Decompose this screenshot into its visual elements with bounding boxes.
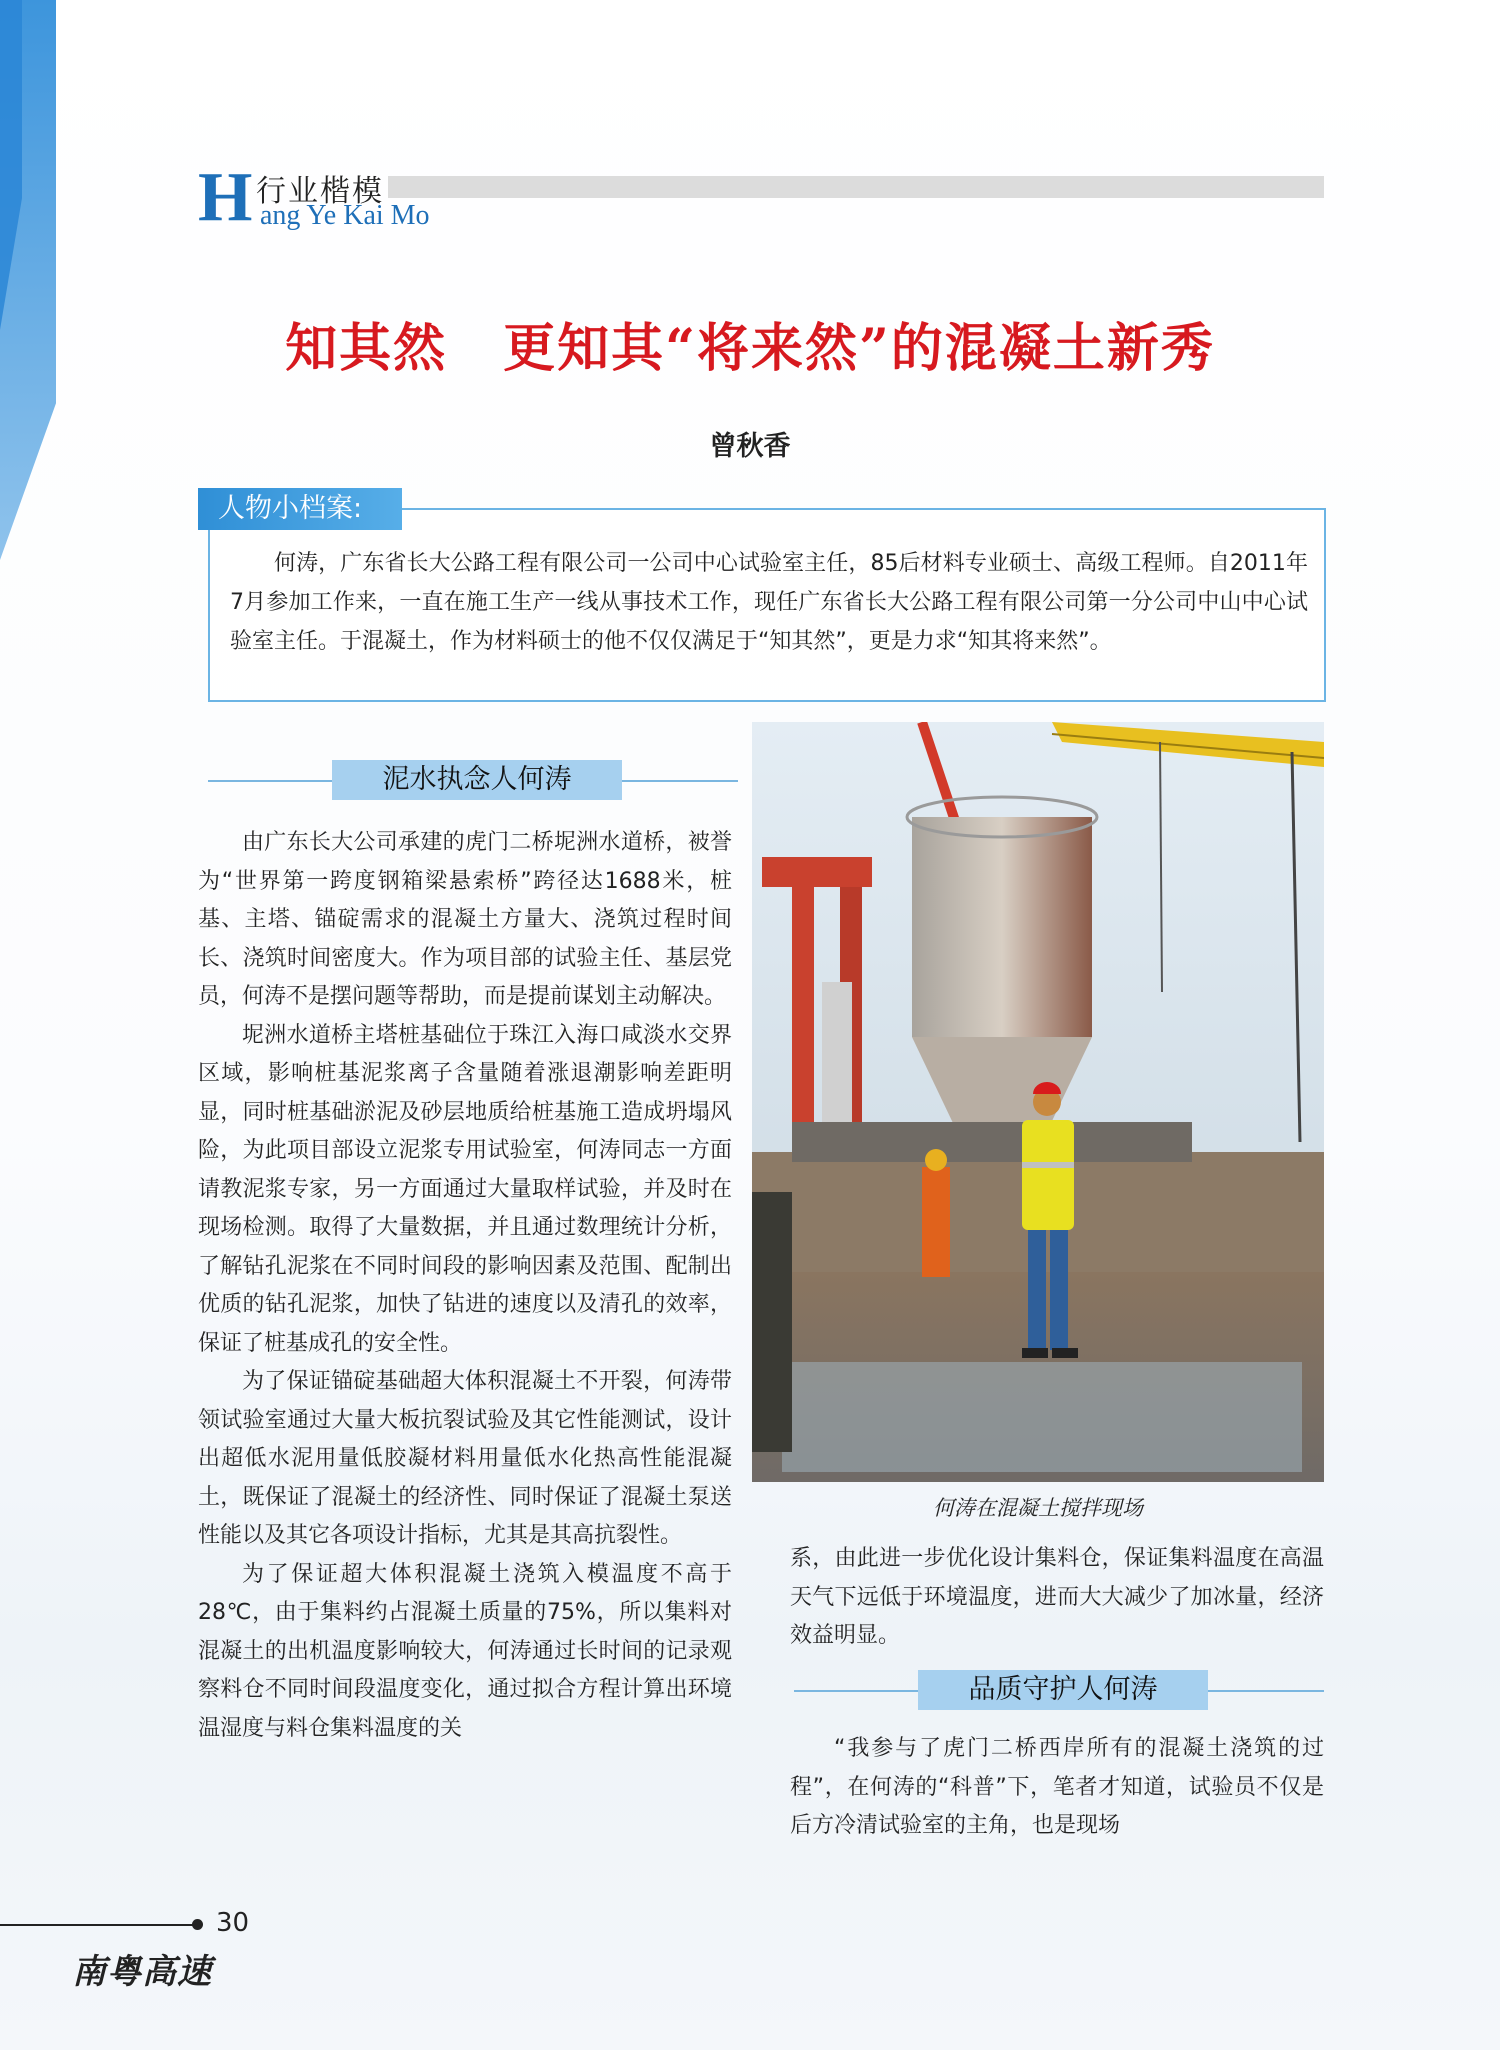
body-paragraph: 为了保证超大体积混凝土浇筑入模温度不高于28℃，由于集料约占混凝土质量的75%，所以集料对混凝土的出机温度影响较大，何涛通过长时间的记录观察料仓不同时间段温度变化，通过拟合方程计算出环境温湿度与料仓集料温度的关 xyxy=(198,1561,732,1741)
header-initial-letter: H xyxy=(198,159,253,236)
body-paragraph-continued: 系，由此进一步优化设计集料仓，保证集料温度在高温天气下远低于环境温度，进而大大减少了加冰量，经济效益明显。 xyxy=(790,1546,1324,1648)
article-title xyxy=(0,306,1500,381)
body-paragraph: 由广东长大公司承建的虎门二桥坭洲水道桥，被誉为“世界第一跨度钢箱梁悬索桥”跨径达1688米，桩基、主塔、锚碇需求的混凝土方量大、浇筑过程时间长、浇筑时间密度大。作为项目部的试验主任、基层党员，何涛不是摆问题等帮助，而是提前谋划主动解决。 xyxy=(198,830,732,1009)
title-part-2: 更知其“将来然”的混凝土新秀 xyxy=(503,318,1215,379)
footer-rule xyxy=(0,1924,196,1926)
body-paragraph: 坭洲水道桥主塔桩基础位于珠江入海口咸淡水交界区域，影响桩基泥浆离子含量随着涨退潮影响差距明显，同时桩基础淤泥及砂层地质给桩基施工造成坍塌风险，为此项目部设立泥浆专用试验室，何涛同志一方面请教泥浆专家，另一方面通过大量取样试验，并及时在现场检测。取得了大量数据，并且通过数理统计分析，了解钻孔泥浆在不同时间段的影响因素及范围、配制出优质的钻孔泥浆，加快了钻进的速度以及清孔的效率，保证了桩基成孔的安全性。 xyxy=(198,1022,732,1356)
body-paragraph: “我参与了虎门二桥西岸所有的混凝土浇筑的过程”，在何涛的“科普”下，笔者才知道，试验员不仅是后方冷清试验室的主角，也是现场 xyxy=(790,1736,1324,1838)
column-header xyxy=(198,159,1324,236)
section-heading-label: 泥水执念人何涛 xyxy=(332,760,622,800)
footer-dot xyxy=(192,1919,203,1930)
title-part-1: 知其然 xyxy=(285,318,448,379)
header-section-title: 行业楷模 xyxy=(256,174,384,209)
article-author: 曾秋香 xyxy=(709,431,791,462)
section-heading-1 xyxy=(208,760,738,800)
magazine-logo: 南粤高速 xyxy=(72,1952,212,1992)
header-section-pinyin: ang Ye Kai Mo xyxy=(260,200,430,231)
page-number: 30 xyxy=(216,1908,250,1938)
right-column-continuation xyxy=(790,1540,1324,1656)
left-column xyxy=(198,824,732,1748)
section-heading-2 xyxy=(794,1670,1324,1710)
section-heading-label: 品质守护人何涛 xyxy=(918,1670,1208,1710)
body-paragraph: 为了保证锚碇基础超大体积混凝土不开裂，何涛带领试验室通过大量大板抗裂试验及其它性能测试，设计出超低水泥用量低胶凝材料用量低水化热高性能混凝土，既保证了混凝土的经济性、同时保证了混凝土泵送性能以及其它各项设计指标，尤其是其高抗裂性。 xyxy=(198,1369,732,1548)
site-photo xyxy=(752,722,1324,1482)
right-column xyxy=(790,1730,1324,1846)
photo-caption: 何涛在混凝土搅拌现场 xyxy=(933,1496,1143,1520)
profile-tag: 人物小档案: xyxy=(198,488,402,530)
header-gray-bar xyxy=(388,176,1324,198)
profile-text: 何涛，广东省长大公路工程有限公司一公司中心试验室主任，85后材料专业硕士、高级工程师。自2011年7月参加工作来，一直在施工生产一线从事技术工作，现任广东省长大公路工程有限公司第一分公司中山中心试验室主任。于混凝土，作为材料硕士的他不仅仅满足于“知其然”，更是力求“知其将来然”。 xyxy=(230,551,1308,654)
site-photo-illustration xyxy=(752,722,1324,1482)
